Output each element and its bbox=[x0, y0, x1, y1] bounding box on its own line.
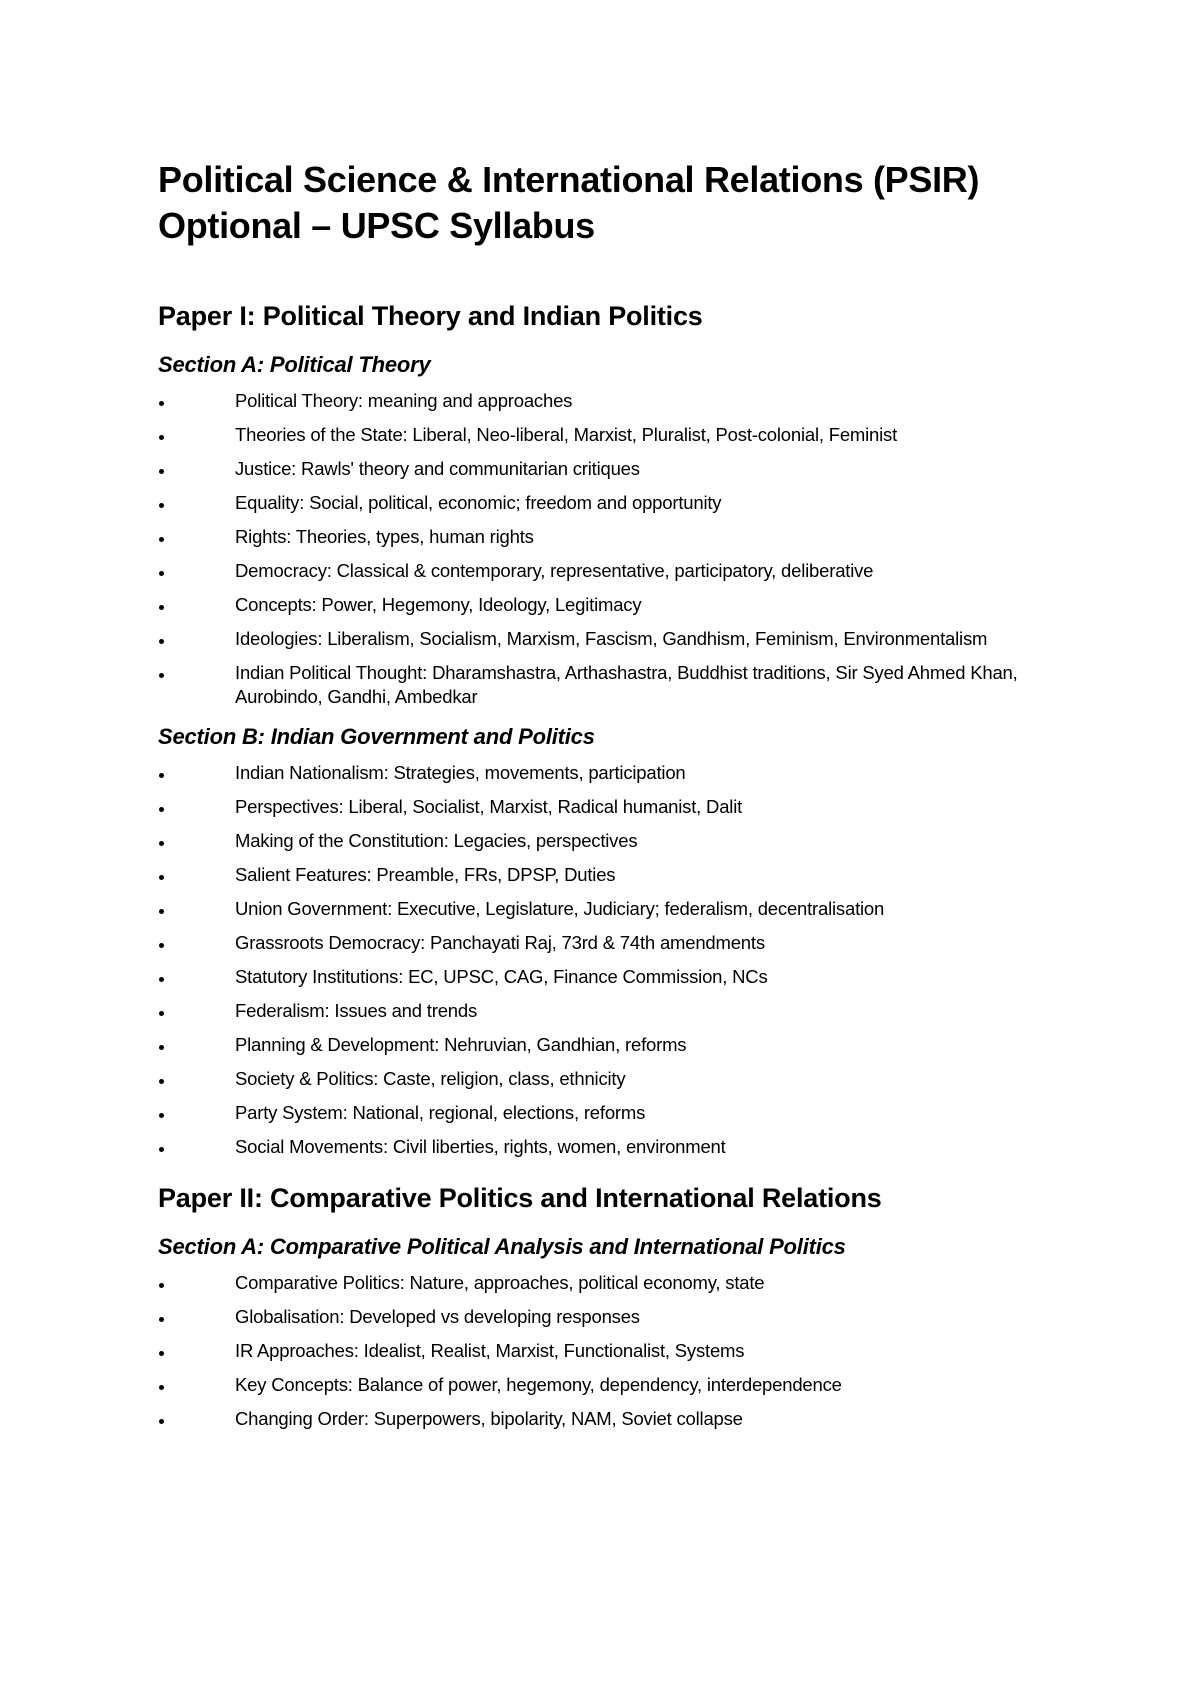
paper-2-section-a-list bbox=[158, 1271, 1050, 1431]
list-item: Globalisation: Developed vs developing responses bbox=[158, 1305, 1050, 1329]
list-item: Political Theory: meaning and approaches bbox=[158, 389, 1050, 413]
list-item: Perspectives: Liberal, Socialist, Marxist, Radical humanist, Dalit bbox=[158, 795, 1050, 819]
title-line-2: Optional – UPSC Syllabus bbox=[158, 205, 595, 246]
list-item: Rights: Theories, types, human rights bbox=[158, 525, 1050, 549]
list-item: Union Government: Executive, Legislature, Judiciary; federalism, decentralisation bbox=[158, 897, 1050, 921]
list-item: Planning & Development: Nehruvian, Gandhian, reforms bbox=[158, 1033, 1050, 1057]
list-item: Theories of the State: Liberal, Neo-liberal, Marxist, Pluralist, Post-colonial, Feminist bbox=[158, 423, 1050, 447]
list-item: Key Concepts: Balance of power, hegemony, dependency, interdependence bbox=[158, 1373, 1050, 1397]
list-item: Indian Nationalism: Strategies, movements, participation bbox=[158, 761, 1050, 785]
list-item: Party System: National, regional, elections, reforms bbox=[158, 1101, 1050, 1125]
list-item: Ideologies: Liberalism, Socialism, Marxism, Fascism, Gandhism, Feminism, Environmentalism bbox=[158, 627, 1050, 651]
list-item: Statutory Institutions: EC, UPSC, CAG, Finance Commission, NCs bbox=[158, 965, 1050, 989]
list-item: Equality: Social, political, economic; freedom and opportunity bbox=[158, 491, 1050, 515]
paper-1-section-a-heading: Section A: Political Theory bbox=[158, 352, 431, 377]
list-item: Changing Order: Superpowers, bipolarity, NAM, Soviet collapse bbox=[158, 1407, 1050, 1431]
list-item: Concepts: Power, Hegemony, Ideology, Legitimacy bbox=[158, 593, 1050, 617]
paper-2-section-a-heading: Section A: Comparative Political Analysis and International Politics bbox=[158, 1234, 846, 1259]
list-item: Indian Political Thought: Dharamshastra, Arthashastra, Buddhist traditions, Sir Syed Ahmed Khan, Aurobindo, Gandhi, Ambedkar bbox=[158, 661, 1050, 709]
paper-2-heading: Paper II: Comparative Politics and International Relations bbox=[158, 1183, 882, 1213]
list-item: Democracy: Classical & contemporary, representative, participatory, deliberative bbox=[158, 559, 1050, 583]
list-item: Society & Politics: Caste, religion, class, ethnicity bbox=[158, 1067, 1050, 1091]
list-item: Salient Features: Preamble, FRs, DPSP, Duties bbox=[158, 863, 1050, 887]
paper-1-section-a-list bbox=[158, 389, 1050, 709]
list-item: Social Movements: Civil liberties, rights, women, environment bbox=[158, 1135, 1050, 1159]
paper-1-heading: Paper I: Political Theory and Indian Politics bbox=[158, 301, 703, 331]
document-title bbox=[158, 157, 1050, 249]
list-item: IR Approaches: Idealist, Realist, Marxist, Functionalist, Systems bbox=[158, 1339, 1050, 1363]
list-item: Making of the Constitution: Legacies, perspectives bbox=[158, 829, 1050, 853]
title-line-1: Political Science & International Relations (PSIR) bbox=[158, 159, 980, 200]
list-item: Justice: Rawls' theory and communitarian critiques bbox=[158, 457, 1050, 481]
list-item: Grassroots Democracy: Panchayati Raj, 73rd & 74th amendments bbox=[158, 931, 1050, 955]
paper-1-section-b-list bbox=[158, 761, 1050, 1159]
list-item: Federalism: Issues and trends bbox=[158, 999, 1050, 1023]
paper-1-section-b-heading: Section B: Indian Government and Politics bbox=[158, 724, 595, 749]
list-item: Comparative Politics: Nature, approaches, political economy, state bbox=[158, 1271, 1050, 1295]
